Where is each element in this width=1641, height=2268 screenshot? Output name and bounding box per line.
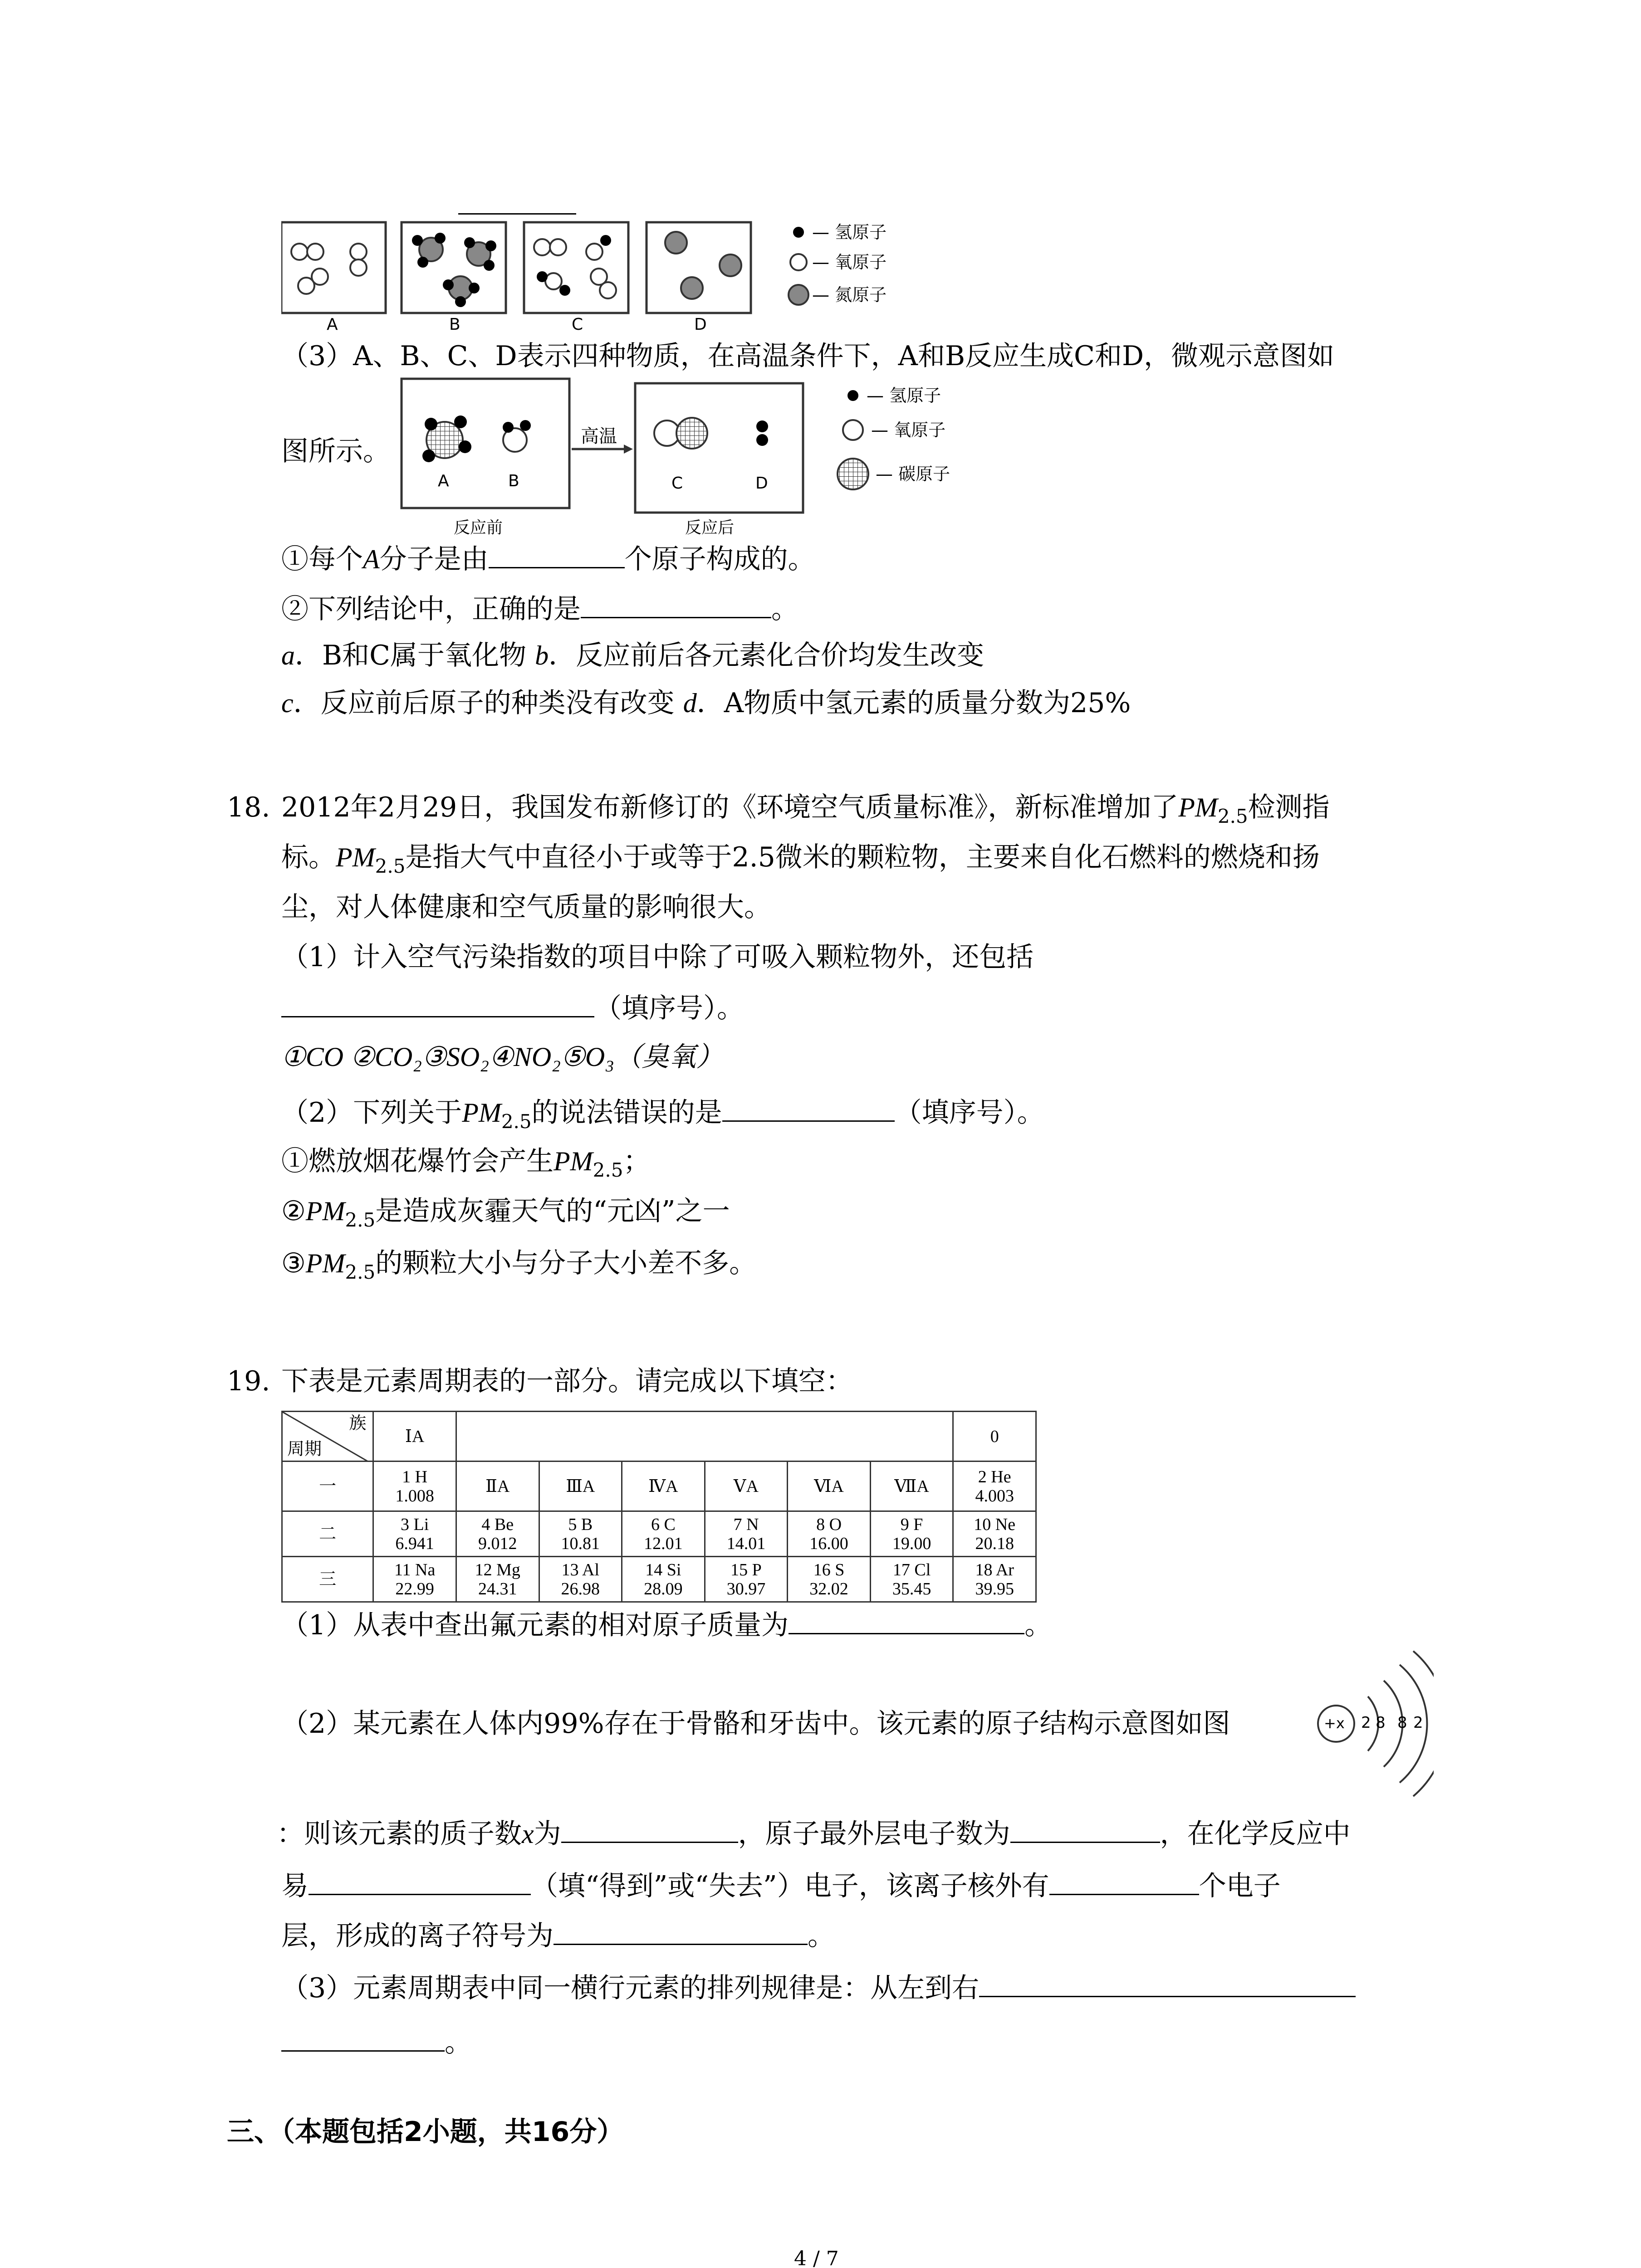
reaction-figure xyxy=(399,376,1034,540)
shell-1: 2 xyxy=(1361,1714,1371,1732)
cell-mg: 12 Mg 24.31 xyxy=(456,1557,539,1602)
top-figure-svg xyxy=(281,209,1053,345)
arrow-label: 高温 xyxy=(581,426,617,447)
label-d: D xyxy=(694,315,707,334)
nucleus-label: +x xyxy=(1324,1715,1345,1732)
q18-option1: ①燃放烟花爆竹会产生$PM_{2.5}$； xyxy=(281,1145,651,1181)
q19-sub1: （1）从表中查出氟元素的相对原子质量为 。 xyxy=(281,1606,1052,1643)
cell-c: 6 C 12.01 xyxy=(622,1511,705,1557)
q18-sub1: （1）计入空气污染指数的项目中除了可吸入颗粒物外，还包括 xyxy=(281,941,1034,973)
cell-ne: 10 Ne 20.18 xyxy=(953,1511,1036,1557)
shell-4: 2 xyxy=(1413,1714,1423,1732)
q18-option3: $③PM_{2.5}$的颗粒大小与分子大小差不多。 xyxy=(281,1247,757,1283)
label-b2: B xyxy=(508,472,519,490)
legend2-carbon: — 碳原子 xyxy=(876,464,950,484)
q18-option2: $②PM_{2.5}$是造成灰霾天气的“元凶”之一 xyxy=(281,1195,730,1231)
group-2a: ⅡA xyxy=(456,1461,539,1511)
q18-sub1-options: ①CO ②CO₂③SO₂④NO₂⑤O₃（臭氧） xyxy=(281,1042,724,1072)
blank-q19-3b[interactable] xyxy=(281,2023,445,2052)
blank-q19-1[interactable] xyxy=(789,1606,1024,1634)
q18-line1: 2012年2月29日，我国发布新修订的《环境空气质量标准》，新标准增加了$PM_{2.5}$检测指 xyxy=(281,792,1330,827)
legend-hydrogen: — 氢原子 xyxy=(812,222,887,242)
legend-oxygen: — 氧原子 xyxy=(812,252,887,272)
shell-2: 8 xyxy=(1376,1714,1386,1732)
blank-q19-outer[interactable] xyxy=(1010,1814,1160,1843)
blank-q19-proton[interactable] xyxy=(561,1814,738,1843)
cell-o: 8 O 16.00 xyxy=(788,1511,871,1557)
q17-options-ab: a．B和C属于氧化物 b．反应前后各元素化合价均发生改变 xyxy=(281,640,985,671)
group-0: 0 xyxy=(953,1412,1036,1461)
group-4a: ⅣA xyxy=(622,1461,705,1511)
blank-q18-1[interactable] xyxy=(281,989,594,1017)
cell-he: 2 He 4.003 xyxy=(953,1461,1036,1511)
q19-number: 19. xyxy=(227,1365,270,1397)
q19-sub3: （3）元素周期表中同一横行元素的排列规律是：从左到右 xyxy=(281,1969,1356,2006)
atom-structure-diagram xyxy=(1316,1647,1434,1801)
blank-q17-1[interactable] xyxy=(489,540,625,568)
cell-li: 3 Li 6.941 xyxy=(373,1511,456,1557)
q18-sub1-fill: （填序号）。 xyxy=(281,989,744,1026)
q17-3-intro2: 图所示。 xyxy=(281,435,390,467)
blank-q19-layers[interactable] xyxy=(1049,1867,1199,1895)
q19-intro: 下表是元素周期表的一部分。请完成以下填空： xyxy=(281,1365,853,1397)
cell-f: 9 F 19.00 xyxy=(870,1511,953,1557)
section-3-heading: 三、（本题包括2小题，共16分） xyxy=(227,2116,624,2148)
cell-cl: 17 Cl 35.45 xyxy=(870,1557,953,1602)
q19-sub2-line3: 易 （填“得到”或“失去”）电子，该离子核外有 个电子 xyxy=(281,1867,1281,1904)
group-7a: ⅦA xyxy=(870,1461,953,1511)
blank-q19-3a[interactable] xyxy=(979,1969,1356,1997)
caption-after: 反应后 xyxy=(685,518,735,537)
q18-line2: 标。$PM_{2.5}$是指大气中直径小于或等于2.5微米的颗粒物，主要来自化石燃料的燃烧和扬 xyxy=(281,841,1320,877)
top-figure xyxy=(281,209,1053,345)
q17-sub2: ②下列结论中，正确的是 。 xyxy=(281,590,798,627)
cell-s: 16 S 32.02 xyxy=(788,1557,871,1602)
cell-p: 15 P 30.97 xyxy=(705,1557,788,1602)
label-b: B xyxy=(449,315,460,334)
cell-al: 13 Al 26.98 xyxy=(539,1557,622,1602)
cell-na: 11 Na 22.99 xyxy=(373,1557,456,1602)
q18-sub2: （2）下列关于$PM_{2.5}$的说法错误的是 （填序号）。 xyxy=(281,1093,1044,1140)
cell-be: 4 Be 9.012 xyxy=(456,1511,539,1557)
periodic-table xyxy=(281,1411,1037,1603)
period-2: 二 xyxy=(282,1511,373,1557)
cell-si: 14 Si 28.09 xyxy=(622,1557,705,1602)
caption-before: 反应前 xyxy=(454,518,503,537)
blank-q17-2[interactable] xyxy=(581,590,771,618)
period-1: 一 xyxy=(282,1461,373,1511)
label-a2: A xyxy=(438,472,449,490)
q17-options-cd: c．反应前后原子的种类没有改变 d．A物质中氢元素的质量分数为25% xyxy=(281,687,1131,719)
q19-sub2-line4: 层，形成的离子符号为 。 xyxy=(281,1916,835,1954)
label-a: A xyxy=(327,315,338,334)
label-d2: D xyxy=(755,474,768,493)
q17-3-intro: （3）A、B、C、D表示四种物质，在高温条件下，A和B反应生成C和D，微观示意图如 xyxy=(281,340,1335,372)
legend2-oxygen: — 氧原子 xyxy=(871,420,946,440)
label-c2: C xyxy=(671,474,683,493)
q19-sub2-line2: ：则该元素的质子数x为 ，原子最外层电子数为 ，在化学反应中 xyxy=(277,1814,1351,1852)
group-6a: ⅥA xyxy=(788,1461,871,1511)
group-5a: ⅤA xyxy=(705,1461,788,1511)
blank-q19-gain-lose[interactable] xyxy=(309,1867,531,1895)
q17-sub1: ①每个A分子是由 个原子构成的。 xyxy=(281,540,815,577)
table-corner: 族 周期 xyxy=(282,1412,373,1461)
q19-sub2: （2）某元素在人体内99%存在于骨骼和牙齿中。该元素的原子结构示意图如图 xyxy=(281,1708,1230,1740)
cell-n: 7 N 14.01 xyxy=(705,1511,788,1557)
q18-number: 18. xyxy=(227,792,270,823)
cell-ar: 18 Ar 39.95 xyxy=(953,1557,1036,1602)
cell-h: 1 H 1.008 xyxy=(373,1461,456,1511)
legend2-hydrogen: — 氢原子 xyxy=(867,386,941,406)
label-c: C xyxy=(572,315,583,334)
page-footer: 4 / 7 xyxy=(794,2247,839,2268)
blank-q19-ion[interactable] xyxy=(554,1916,808,1945)
group-3a: ⅢA xyxy=(539,1461,622,1511)
period-3: 三 xyxy=(282,1557,373,1602)
legend-nitrogen: — 氮原子 xyxy=(812,285,887,305)
shell-3: 8 xyxy=(1397,1714,1407,1732)
q19-sub3-line2: 。 xyxy=(281,2023,472,2061)
blank-q18-2[interactable] xyxy=(722,1093,895,1122)
group-1a: ⅠA xyxy=(373,1412,456,1461)
q18-line3: 尘，对人体健康和空气质量的影响很大。 xyxy=(281,891,771,923)
cell-b: 5 B 10.81 xyxy=(539,1511,622,1557)
